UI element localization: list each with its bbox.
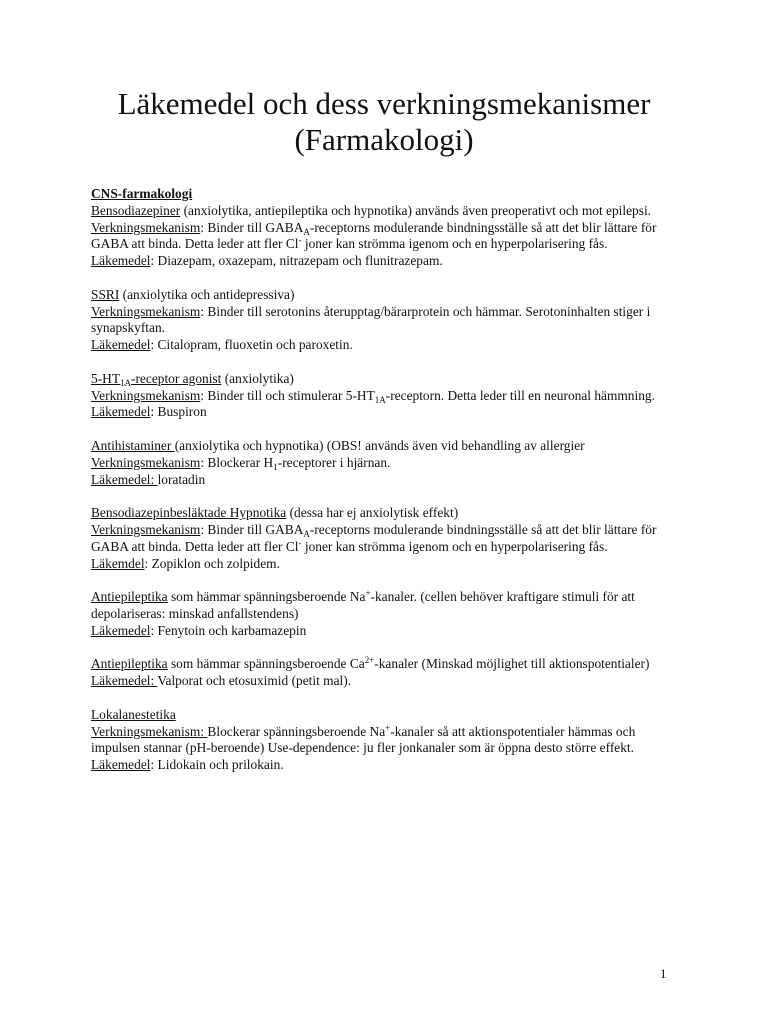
section-title-description: som hämmar spänningsberoende Na <box>167 589 366 605</box>
mechanism-label: Verkningsmekanism <box>91 454 201 470</box>
section-title-part: 5-HT <box>91 370 121 386</box>
section-lokalanestetika <box>91 707 681 774</box>
section-title: Lokalanestetika <box>91 706 176 722</box>
page-number: 1 <box>660 966 667 981</box>
section-title: Antiepileptika <box>91 589 168 605</box>
mechanism-text: : Binder till GABA <box>200 219 304 235</box>
section-antiepileptika-ca <box>91 656 681 690</box>
section-title-description: som hämmar spänningsberoende Ca <box>167 656 365 672</box>
section-title-description: (anxiolytika, antiepileptika och hypnotika) används även preoperativt och mot epilepsi. <box>180 202 652 218</box>
mechanism-text: joner kan strömma igenom och en hyperpolarisering fås. <box>301 236 608 252</box>
mechanism-text: -receptorns modulerande bindningsställe så att det blir lättare för GABA att binda. Detta leder att fler Cl <box>91 219 657 252</box>
section-hypnotika <box>91 505 681 572</box>
section-title: Bensodiazepinbesläktade Hypnotika <box>91 505 287 521</box>
subscript: A <box>303 528 310 539</box>
section-antiepileptika-na <box>91 589 681 639</box>
superscript: + <box>365 588 371 599</box>
mechanism-label: Verkningsmekanism <box>91 219 201 235</box>
drug-list: : Lidokain och prilokain. <box>150 757 284 773</box>
superscript: 2+ <box>364 655 375 666</box>
subscript: A <box>303 226 310 237</box>
section-5ht1a <box>91 371 681 421</box>
mechanism-label: Verkningsmekanism <box>91 521 201 537</box>
subscript: 1 <box>273 461 278 472</box>
document-title <box>0 86 768 158</box>
drug-list: : Diazepam, oxazepam, nitrazepam och flunitrazepam. <box>150 253 443 269</box>
subscript: 1A <box>374 394 386 405</box>
mechanism-text: : Blockerar H <box>200 454 274 470</box>
drug-list: Valporat och etosuximid (petit mal). <box>157 673 352 689</box>
drug-label: Läkemedel <box>91 404 151 420</box>
superscript: + <box>385 722 391 733</box>
mechanism-text: -receptorer i hjärnan. <box>277 454 391 470</box>
drug-label: Läkemedel <box>91 253 151 269</box>
section-title-description: (anxiolytika och antidepressiva) <box>119 286 295 302</box>
drug-label: Läkemedel: <box>91 471 158 487</box>
title-line-1: Läkemedel och dess verkningsmekanismer <box>117 86 651 121</box>
mechanism-text: : Binder till serotonins återupptag/bärarprotein och hämmar. Serotoninhalten stiger i synapskyftan. <box>91 303 651 336</box>
section-ssri <box>91 287 681 354</box>
mechanism-text: -receptorn. Detta leder till en neuronal hämmning. <box>385 387 655 403</box>
section-title-description: (anxiolytika och hypnotika) (OBS! används även vid behandling av allergier <box>174 437 585 453</box>
drug-list: loratadin <box>157 471 206 487</box>
section-title: Antiepileptika <box>91 656 168 672</box>
section-bensodiazepiner <box>91 203 681 270</box>
title-line-2: (Farmakologi) <box>294 122 474 157</box>
section-title: Bensodiazepiner <box>91 202 181 218</box>
mechanism-label: Verkningsmekanism: <box>91 723 208 739</box>
section-antihistaminer <box>91 438 681 488</box>
drug-list: : Buspiron <box>150 404 207 420</box>
drug-label: Läkemedel <box>91 757 151 773</box>
subscript: 1A <box>120 377 132 388</box>
drug-label: Läkemedel <box>91 337 151 353</box>
section-title: SSRI <box>91 286 120 302</box>
section-title-part: -receptor agonist <box>131 370 222 386</box>
mechanism-text: -kanaler så att aktionspotentialer hämmas och impulsen stannar (pH-beroende) Use-dependence: ju fler jonkanaler som är öppna desto större effekt. <box>91 723 636 756</box>
document-body <box>91 186 681 774</box>
drug-label: Läkemedel: <box>91 673 158 689</box>
section-heading-cns: CNS-farmakologi <box>91 186 193 201</box>
drug-list: : Fenytoin och karbamazepin <box>150 622 307 638</box>
section-title-description: (dessa har ej anxiolytisk effekt) <box>286 505 459 521</box>
drug-list: : Zopiklon och zolpidem. <box>144 555 280 571</box>
drug-label: Läkemdel <box>91 555 145 571</box>
mechanism-text: -receptorns modulerande bindningsställe så att det blir lättare för GABA att binda. Detta leder att fler Cl <box>91 521 657 554</box>
section-title: Antihistaminer <box>91 437 175 453</box>
section-title-description: -kanaler. (cellen behöver kraftigare stimuli för att depolariseras: minskad anfallstendens) <box>91 589 635 621</box>
mechanism-label: Verkningsmekanism <box>91 387 201 403</box>
superscript: - <box>298 537 302 548</box>
mechanism-text: Blockerar spänningsberoende Na <box>207 723 386 739</box>
section-title-description: (anxiolytika) <box>221 370 294 386</box>
section-title-description: -kanaler (Minskad möjlighet till aktionspotentialer) <box>374 656 650 672</box>
section-title <box>91 371 221 386</box>
mechanism-label: Verkningsmekanism <box>91 303 201 319</box>
mechanism-text: : Binder till och stimulerar 5-HT <box>200 387 375 403</box>
drug-list: : Citalopram, fluoxetin och paroxetin. <box>150 337 353 353</box>
drug-label: Läkemedel <box>91 622 151 638</box>
mechanism-text: joner kan strömma igenom och en hyperpolarisering fås. <box>301 538 608 554</box>
superscript: - <box>298 235 302 246</box>
mechanism-text: : Binder till GABA <box>200 521 304 537</box>
